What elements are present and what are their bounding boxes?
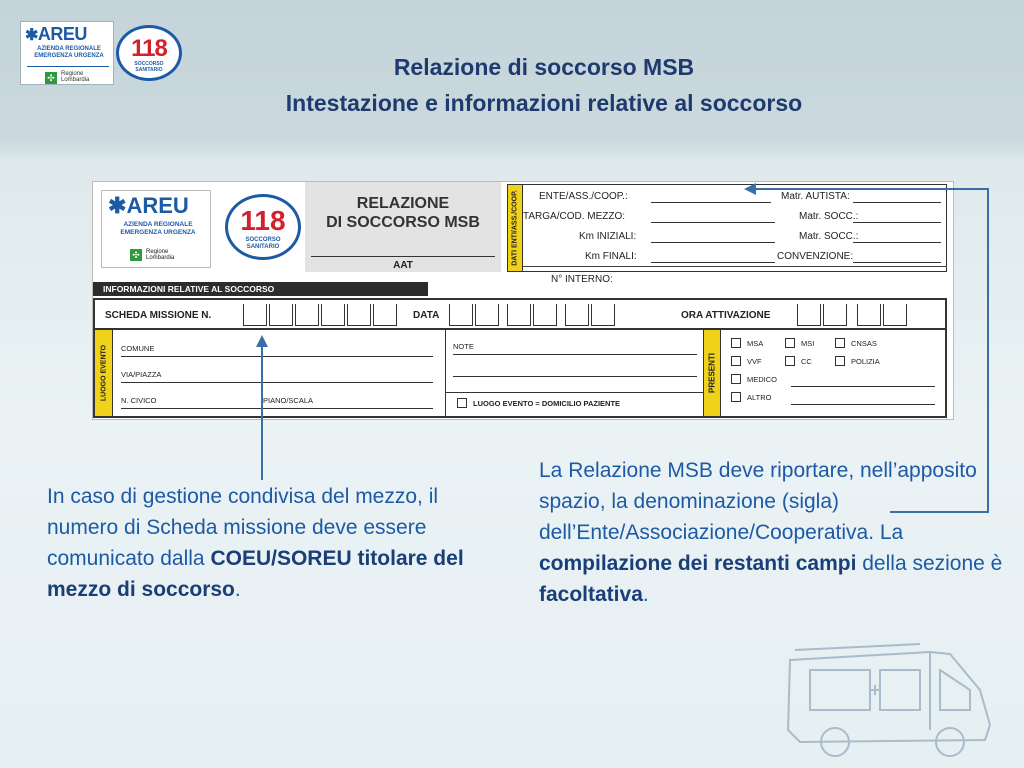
form-title-line (311, 256, 495, 257)
presenti-altro: ALTRO (747, 393, 772, 402)
field-convenzione: CONVENZIONE: (777, 251, 854, 262)
arrow-up-line (261, 345, 263, 480)
areu-logo-wordmark: ✱AREU (25, 24, 87, 44)
field-matr-autista: Matr. AUTISTA: (781, 191, 850, 202)
field-comune: COMUNE (121, 344, 155, 353)
field-piano-scala: PIANO/SCALA (263, 396, 314, 405)
form-regione-text: Regione Lombardia (146, 249, 175, 261)
regione-lombardia-icon: ✣ (45, 72, 57, 84)
form-areu-wordmark: ✱AREU (108, 193, 189, 218)
form-118-logo (225, 194, 301, 260)
presenti-cnsas: CNSAS (851, 339, 877, 348)
presenti-msa: MSA (747, 339, 764, 348)
form-regione-icon: ✣ (130, 249, 142, 261)
luogo-evento-section (93, 330, 947, 418)
logo-118-number: 118 (131, 35, 167, 62)
form-118-number: 118 (240, 205, 286, 236)
field-km-finali: Km FINALI: (585, 251, 637, 262)
ora-attivazione-label: ORA ATTIVAZIONE (681, 310, 771, 321)
presenti-vvf: VVF (747, 357, 762, 366)
form-dati-section (523, 184, 947, 272)
presenti-medico: MEDICO (747, 375, 777, 384)
scheda-missione-row (93, 298, 947, 330)
form-title-block (305, 182, 501, 272)
right-note: La Relazione MSB deve riportare, nell’apposito spazio, la denominazione (sigla) dell’Ente/Associazione/Cooperativa. La compilazione dei restanti campi della sezione è facoltativa. (539, 459, 1003, 606)
luogo-evento-label: LUOGO EVENTO (95, 330, 113, 416)
field-targa: TARGA/COD. MEZZO: (523, 211, 626, 222)
presenti-polizia: POLIZIA (851, 357, 880, 366)
field-ente: ENTE/ASS./COOP.: (539, 191, 628, 202)
logo-118-subtitle: SOCCORSO SANITARIO (134, 61, 164, 73)
form-areu-subtitle: AZIENDA REGIONALE EMERGENZA URGENZA (120, 221, 196, 236)
presenti-msi: MSI (801, 339, 815, 348)
field-n-interno: N° INTERNO: (551, 274, 613, 285)
scheda-missione-label: SCHEDA MISSIONE N. (105, 310, 212, 321)
field-km-iniziali: Km INIZIALI: (579, 231, 637, 242)
arrow-connector-top (754, 188, 989, 190)
areu-logo-subtitle: AZIENDA REGIONALE EMERGENZA URGENZA (34, 46, 104, 59)
regione-lombardia-text: Regione Lombardia (61, 71, 90, 83)
form-dati-label: DATI ENTI/ASS./COOP. (507, 184, 523, 272)
form-aat: AAT (393, 260, 413, 271)
data-label: DATA (413, 310, 440, 321)
field-n-civico: N. CIVICO (121, 396, 157, 405)
field-domicilio: LUOGO EVENTO = DOMICILIO PAZIENTE (473, 399, 621, 408)
field-matr-socc-2: Matr. SOCC.: (799, 231, 859, 242)
presenti-cc: CC (801, 357, 812, 366)
field-via-piazza: VIA/PIAZZA (121, 370, 162, 379)
ambulance-icon (780, 630, 1010, 760)
form-areu-logo (101, 190, 211, 268)
field-note: NOTE (453, 342, 474, 351)
field-matr-socc-1: Matr. SOCC.: (799, 211, 859, 222)
form-image (92, 181, 954, 420)
form-118-subtitle: SOCCORSO SANITARIO (245, 237, 281, 250)
presenti-label: PRESENTI (703, 330, 721, 416)
section-band: INFORMAZIONI RELATIVE AL SOCCORSO (93, 282, 428, 296)
left-note: In caso di gestione condivisa del mezzo, il numero di Scheda missione deve essere comunicato dalla COEU/SOREU titolare del mezzo di soccorso. (47, 485, 464, 601)
page-subtitle: Intestazione e informazioni relative al soccorso (285, 90, 803, 116)
page-title: Relazione di soccorso MSB (393, 54, 695, 80)
form-title: RELAZIONE DI SOCCORSO MSB (326, 195, 480, 231)
